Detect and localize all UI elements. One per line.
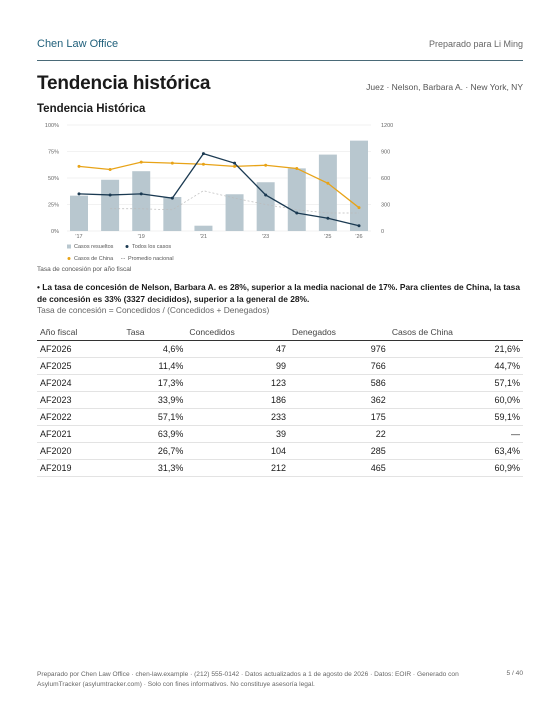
column-header: Casos de China (389, 324, 523, 341)
legend-swatch (67, 245, 71, 249)
yearly-table (37, 324, 523, 477)
page-title: Tendencia histórica (37, 73, 211, 94)
table-cell: 33,9% (123, 392, 186, 409)
todos-casos-point (233, 162, 236, 165)
table-cell: 11,4% (123, 358, 186, 375)
casos-china-point (358, 206, 361, 209)
table-row (37, 409, 523, 426)
table-cell: AF2019 (37, 460, 123, 477)
table-cell: 175 (289, 409, 389, 426)
casos-china-point (202, 163, 205, 166)
table-cell: 60,0% (389, 392, 523, 409)
table-cell: 63,4% (389, 443, 523, 460)
table-cell: 17,3% (123, 375, 186, 392)
table-cell: 104 (186, 443, 289, 460)
column-header: Tasa (123, 324, 186, 341)
table-cell: 57,1% (389, 375, 523, 392)
table-cell: 212 (186, 460, 289, 477)
table-cell: 123 (186, 375, 289, 392)
table-row (37, 392, 523, 409)
trend-chart (37, 119, 407, 269)
casos-china-point (326, 182, 329, 185)
table-cell: 99 (186, 358, 289, 375)
table-cell: 47 (186, 341, 289, 358)
table-cell: AF2026 (37, 341, 123, 358)
table-cell: 4,6% (123, 341, 186, 358)
table-cell: 44,7% (389, 358, 523, 375)
table-cell: 362 (289, 392, 389, 409)
table-cell: 465 (289, 460, 389, 477)
page-header (37, 36, 523, 61)
table-cell: 233 (186, 409, 289, 426)
casos-china-point (140, 161, 143, 164)
rate-formula: Tasa de concesión = Concedidos / (Concedidos + Denegados) (37, 305, 270, 315)
table-cell: — (389, 426, 523, 443)
todos-casos-point (264, 193, 267, 196)
casos-china-point (233, 165, 236, 168)
table-row (37, 375, 523, 392)
table-cell: 186 (186, 392, 289, 409)
table-cell: 976 (289, 341, 389, 358)
bar-casos-resueltos (288, 168, 306, 231)
todos-casos-line (79, 154, 359, 226)
bar-casos-resueltos (163, 197, 181, 231)
legend-swatch (126, 245, 129, 248)
bar-casos-resueltos (194, 226, 212, 231)
table-cell: 60,9% (389, 460, 523, 477)
summary-note: • La tasa de concesión de Nelson, Barbara A. es 28%, superior a la media nacional de 17%. Para clientes de China, la tasa de concesión es 33% (3327 decididos), superior a la general de 28%. (37, 282, 520, 304)
table-cell: 766 (289, 358, 389, 375)
legend-label: Casos de China (74, 256, 114, 262)
table-cell: 26,7% (123, 443, 186, 460)
table-cell: 63,9% (123, 426, 186, 443)
x-tick: '26 (355, 234, 363, 240)
todos-casos-point (171, 197, 174, 200)
bar-casos-resueltos (350, 141, 368, 231)
todos-casos-point (358, 224, 361, 227)
bar-casos-resueltos (101, 180, 119, 231)
x-tick: '25 (324, 234, 332, 240)
page-number: 5 / 40 (506, 670, 523, 677)
table-cell: AF2025 (37, 358, 123, 375)
table-row (37, 426, 523, 443)
table-cell: 59,1% (389, 409, 523, 426)
table-cell: AF2024 (37, 375, 123, 392)
y-right-tick: 600 (381, 176, 391, 182)
casos-china-line (79, 162, 359, 208)
todos-casos-point (295, 211, 298, 214)
casos-china-point (295, 167, 298, 170)
y-left-tick: 0% (51, 229, 59, 235)
casos-china-point (109, 168, 112, 171)
footer-text: Preparado por Chen Law Office · chen-law.example · (212) 555-0142 · Datos actualizados a 1 de agosto de 2026 · Datos: EOIR · Generado con AsylumTracker (asylumtracker.com) · Solo con fines informativos. No constituye asesoría legal. (37, 671, 459, 688)
casos-china-point (264, 164, 267, 167)
table-cell: 31,3% (123, 460, 186, 477)
chart-title: Tendencia Histórica (37, 103, 146, 115)
y-right-tick: 1200 (381, 123, 394, 129)
table-cell: 586 (289, 375, 389, 392)
y-left-tick: 25% (47, 202, 59, 209)
y-right-tick: 0 (381, 229, 385, 235)
table-row (37, 358, 523, 375)
table-cell: AF2022 (37, 409, 123, 426)
judge-line: Juez · Nelson, Barbara A. · New York, NY (366, 82, 523, 92)
x-tick: '19 (137, 234, 145, 240)
table-cell: 57,1% (123, 409, 186, 426)
table-row (37, 341, 523, 358)
table-row (37, 460, 523, 477)
todos-casos-point (109, 193, 112, 196)
table-cell: AF2021 (37, 426, 123, 443)
column-header: Denegados (289, 324, 389, 341)
prepared-for: Preparado para Li Ming (428, 39, 523, 49)
chart-caption: Tasa de concesión por año fiscal (37, 266, 132, 273)
table-cell: AF2020 (37, 443, 123, 460)
bar-casos-resueltos (132, 171, 150, 231)
table-row (37, 443, 523, 460)
column-header: Año fiscal (37, 324, 123, 341)
casos-china-point (171, 162, 174, 165)
x-tick: '21 (199, 234, 208, 240)
legend-label: Promedio nacional (128, 256, 174, 262)
todos-casos-point (78, 192, 81, 195)
y-left-tick: 100% (44, 123, 59, 129)
bar-casos-resueltos (70, 196, 88, 231)
y-left-tick: 50% (47, 176, 59, 182)
bar-casos-resueltos (257, 182, 275, 231)
legend-swatch (68, 257, 71, 260)
table-cell: 21,6% (389, 341, 523, 358)
x-tick: '23 (262, 234, 270, 240)
brand-name: Chen Law Office (37, 38, 119, 50)
table-cell: AF2023 (37, 392, 123, 409)
column-header: Concedidos (186, 324, 289, 341)
table-cell: 22 (289, 426, 389, 443)
todos-casos-point (202, 152, 205, 155)
todos-casos-point (326, 217, 329, 220)
todos-casos-point (140, 192, 143, 195)
y-right-tick: 300 (381, 202, 391, 209)
y-right-tick: 900 (381, 149, 391, 156)
table-cell: 285 (289, 443, 389, 460)
legend-label: Todos los casos (132, 244, 172, 250)
table-cell: 39 (186, 426, 289, 443)
legend-label: Casos resueltos (74, 244, 114, 250)
casos-china-point (78, 165, 81, 168)
x-tick: '17 (75, 234, 83, 240)
y-left-tick: 75% (47, 149, 59, 156)
